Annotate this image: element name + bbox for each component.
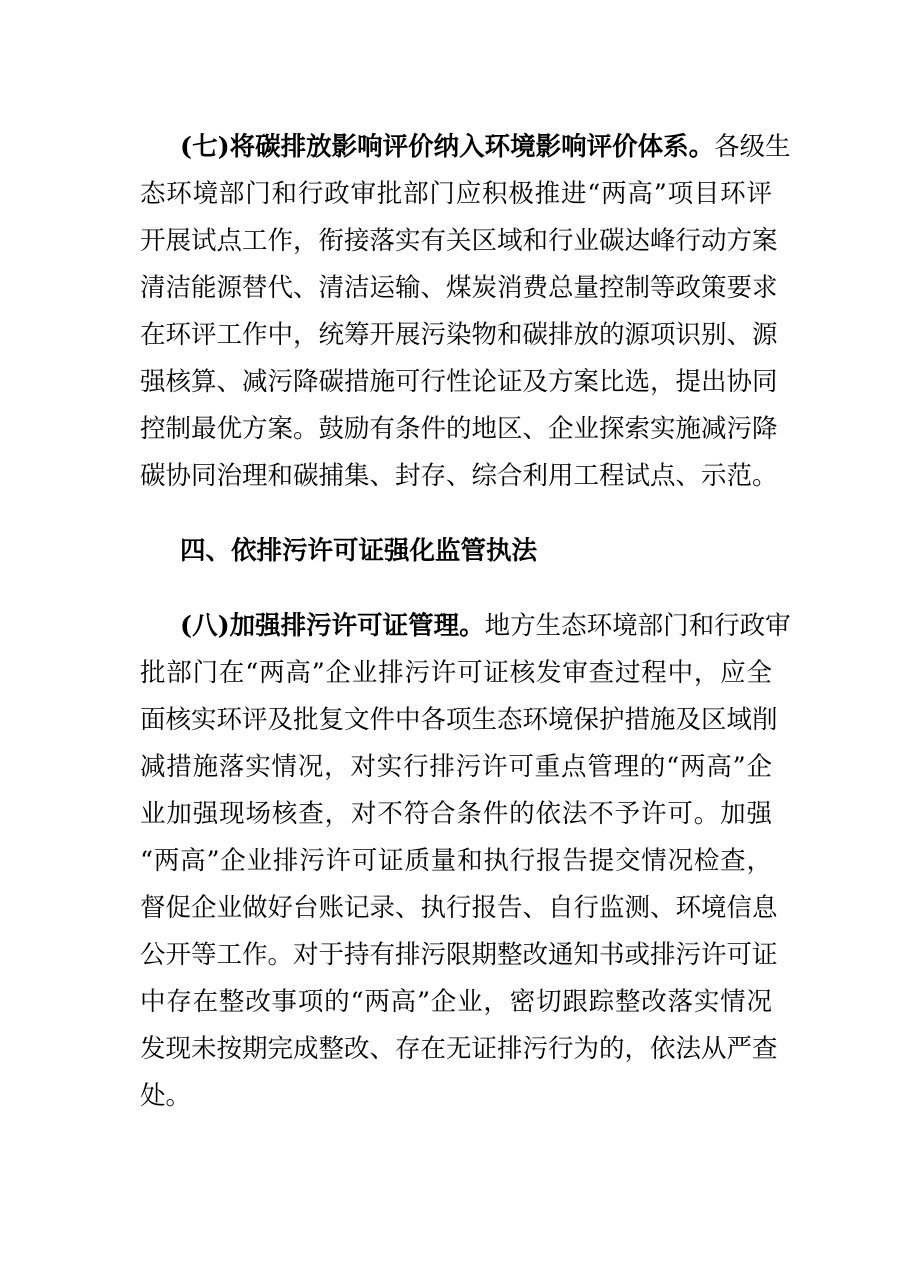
- paragraph-gap: [140, 575, 772, 603]
- section-8-text: 地方生态环境部门和行政审: [484, 611, 791, 641]
- section-7-title: (七)将碳排放影响评价纳入环境影响评价体系。: [180, 132, 715, 162]
- document-page: [140, 124, 791, 1120]
- section-7-line: 清洁能源替代、清洁运输、煤炭消费总量控制等政策要求: [140, 273, 778, 303]
- section-8-line: 面核实环评及批复文件中各项生态环境保护措施及区域削: [140, 705, 778, 735]
- section-8-line: 业加强现场核查，对不符合条件的依法不予许可。加强: [140, 799, 772, 829]
- section-7-line: 控制最优方案。鼓励有条件的地区、企业探索实施减污降: [140, 414, 778, 444]
- paragraph-gap: [140, 500, 772, 528]
- section-7-line: 在环评工作中，统筹开展污染物和碳排放的源项识别、源: [140, 320, 778, 350]
- section-7-text: 各级生: [714, 132, 791, 162]
- section-8-line: 减措施落实情况，对实行排污许可重点管理的“两高”企: [140, 752, 772, 782]
- section-8-line: 督促企业做好台账记录、执行报告、自行监测、环境信息: [140, 893, 778, 923]
- section-7-line: 强核算、减污降碳措施可行性论证及方案比选，提出协同: [140, 367, 778, 397]
- section-8-line: “两高”企业排污许可证质量和执行报告提交情况检查，: [140, 846, 772, 876]
- section-8-first-line: [140, 603, 791, 650]
- section-8-line: 发现未按期完成整改、存在无证排污行为的，依法从严查: [140, 1034, 778, 1064]
- section-7-first-line: [140, 124, 791, 171]
- section-7-line: 态环境部门和行政审批部门应积极推进“两高”项目环评: [140, 179, 772, 209]
- section-7-line: 开展试点工作，衔接落实有关区域和行业碳达峰行动方案: [140, 226, 778, 256]
- section-8-line: 中存在整改事项的“两高”企业，密切跟踪整改落实情况: [140, 987, 772, 1017]
- section-7-line: 碳协同治理和碳捕集、封存、综合利用工程试点、示范。: [140, 461, 778, 491]
- section-4-heading: 四、依排污许可证强化监管执法: [180, 536, 538, 566]
- section-8-line: 公开等工作。对于持有排污限期整改通知书或排污许可证: [140, 940, 778, 970]
- section-8-line: 批部门在“两高”企业排污许可证核发审查过程中，应全: [140, 658, 772, 688]
- section-8-title: (八)加强排污许可证管理。: [180, 611, 485, 641]
- section-8-line: 处。: [140, 1081, 192, 1111]
